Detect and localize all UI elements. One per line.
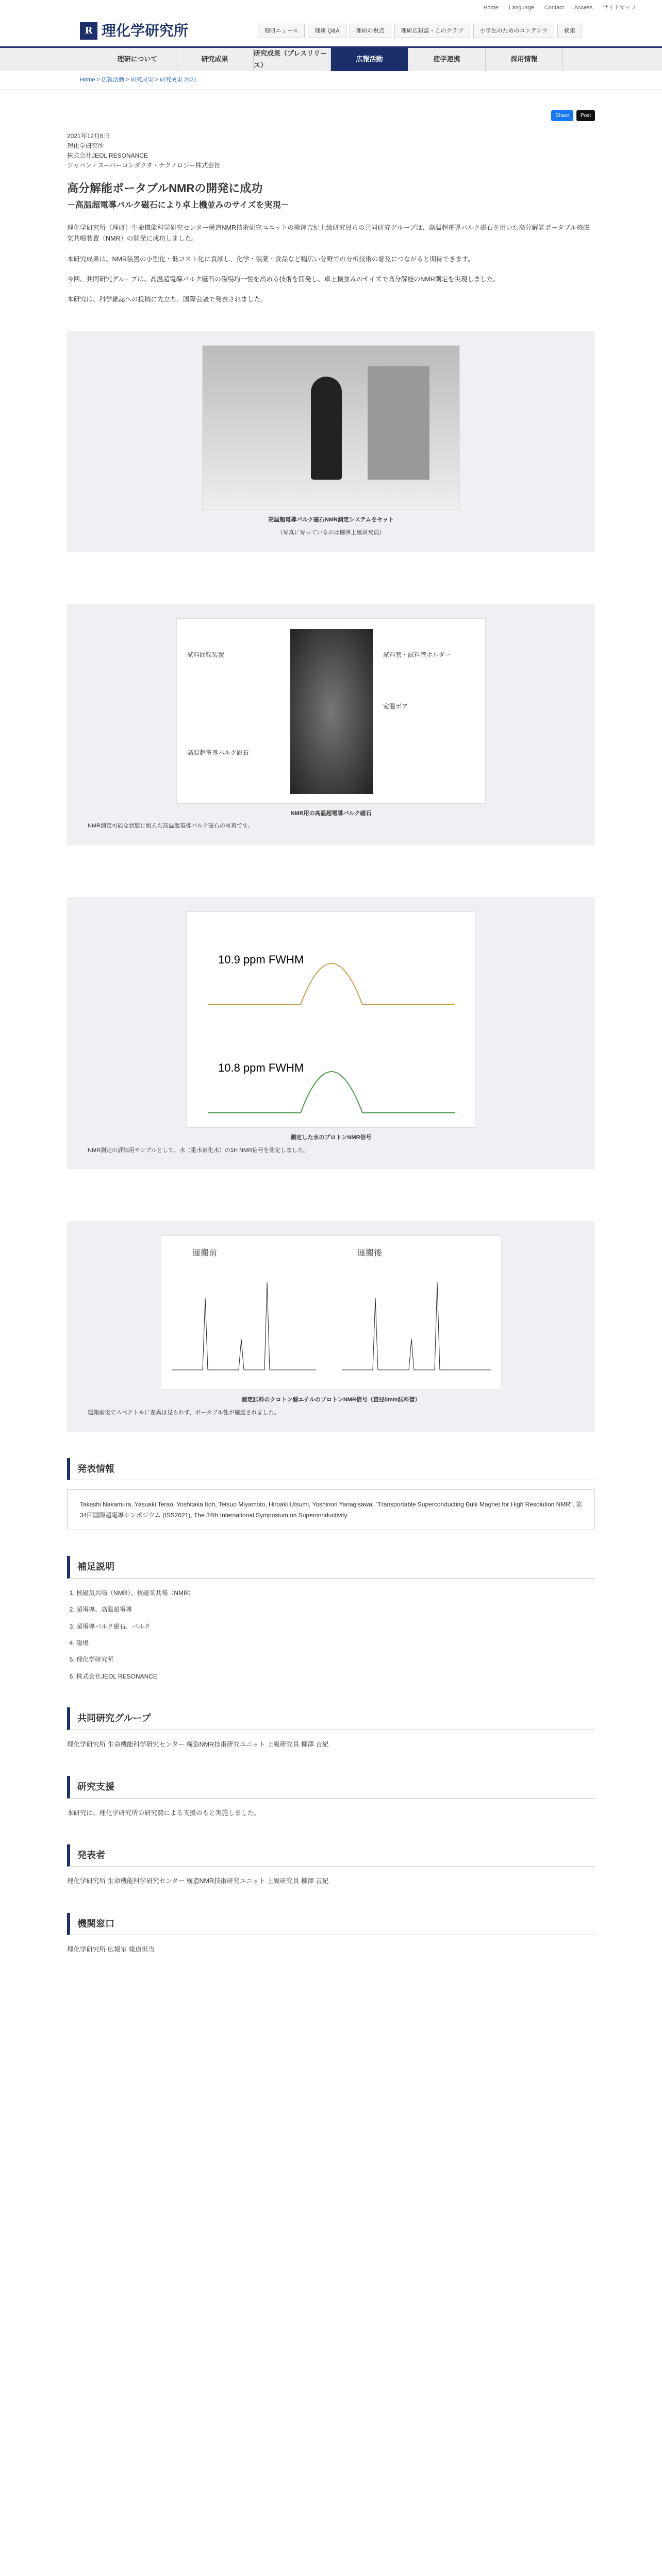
figure-caption: 測定試料のクロトン酸エチルのプロトンNMR信号（直径5mm試料管） [241, 1397, 421, 1403]
presenter-text: 理化学研究所 生命機能科学研究センター 構造NMR技術研究ユニット 上級研究員 柳澤 吉紀 [67, 1877, 329, 1885]
notes-list [67, 1588, 595, 1682]
publication-info: Takashi Nakamura, Yasuaki Terao, Yoshitaka Itoh, Tetsuo Miyamoto, Hiroaki Utsumi, Yoshinori Yanagisawa, "Transportable Superconducting Bulk Magnet for High Resolution NMR", 第34回国際超電導シンポジウム (ISS2021), The 34th International Symposium on Superconductivity [67, 1489, 595, 1530]
section-heading: 発表者 [67, 1844, 595, 1867]
global-nav [0, 46, 662, 71]
nav-item[interactable]: 産学連携 [408, 48, 486, 71]
figure-label: 試料管・試料管ホルダー [383, 651, 451, 658]
org: 理化学研究所 [67, 142, 105, 149]
util-link[interactable]: Home [483, 5, 499, 11]
share-bar [67, 110, 595, 121]
fwhm-label: 10.9 ppm FWHM [218, 953, 304, 967]
bulk-magnet-photo [176, 618, 486, 804]
figure-desc: （写真に写っているのは柳澤上級研究員） [277, 529, 385, 536]
paragraph: 今回、共同研究グループは、高温超電導バルク磁石の磁場均一性を高める技術を開発し、卓上機並みのサイズで高分解能のNMR測定を実現しました。 [67, 275, 500, 283]
top-links [255, 24, 582, 39]
figure-desc: NMR測定の評価用サンプルとして、水（重水素化水）の1H NMR信号を測定しました。 [88, 1147, 309, 1154]
figure-caption: NMR用の高温超電導バルク磁石 [290, 810, 372, 817]
nav-item[interactable]: 研究成果（プレスリリース） [254, 48, 331, 71]
nav-item[interactable]: 採用情報 [486, 48, 563, 71]
note-item: 4. 磁場 [76, 1638, 595, 1648]
section-heading: 発表情報 [67, 1458, 595, 1481]
figure-label: 高温超電導バルク磁石 [187, 749, 249, 756]
top-link[interactable]: 理研 Q&A [308, 24, 346, 39]
spectrum-label: 運搬前 [192, 1249, 218, 1258]
x-share-button[interactable]: Post [576, 110, 595, 121]
paragraph: 本研究は、科学雑誌への投稿に先立ち、国際会議で発表されました。 [67, 296, 267, 303]
section-heading: 共同研究グループ [67, 1707, 595, 1730]
press-date: 2021年12月6日 [67, 132, 110, 140]
figure-1 [67, 331, 595, 552]
figure-desc: 運搬前後でスペクトルに差異は見られず、ポータブル性が確認されました。 [88, 1410, 280, 1416]
nav-item[interactable]: 理研について [99, 48, 176, 71]
note-item: 5. 理化学研究所 [76, 1654, 595, 1665]
section-heading: 研究支援 [67, 1776, 595, 1799]
press-meta [67, 131, 595, 171]
section-heading: 補足説明 [67, 1556, 595, 1579]
paragraph: 本研究成果は、NMR装置の小型化・低コスト化に貢献し、化学・製薬・食品など幅広い分野での分析技術の普及につながると期待できます。 [67, 255, 474, 263]
top-link[interactable]: 理研広報誌・このクラブ [394, 24, 470, 39]
group-text: 理化学研究所 生命機能科学研究センター 構造NMR技術研究ユニット 上級研究員 柳澤 吉紀 [67, 1740, 329, 1748]
util-link[interactable]: サイトマップ [603, 5, 636, 11]
figure-label: 試料回転装置 [187, 651, 225, 658]
spectrum-label: 運搬後 [357, 1249, 383, 1258]
figure-caption: 測定した水のプロトンNMR信号 [290, 1134, 372, 1141]
figure-label: 室温ボア [383, 702, 408, 710]
nav-item-active[interactable]: 広報活動 [331, 48, 408, 71]
contact-text[interactable]: 理化学研究所 広報室 報道担当 [67, 1946, 155, 1954]
note-item: 6. 株式会社JEOL RESONANCE [76, 1671, 595, 1682]
top-link[interactable]: 理研の視点 [350, 24, 391, 39]
breadcrumb[interactable]: Home > 広報活動 > 研究成果 > 研究成果 2021 [0, 71, 662, 90]
main-content [67, 90, 595, 1956]
search-button[interactable]: 検索 [557, 24, 582, 39]
top-link[interactable]: 小学生のためのコンテンツ [473, 24, 554, 39]
note-item: 2. 超電導、高温超電導 [76, 1604, 595, 1615]
nmr-lab-photo [202, 345, 460, 510]
facebook-share-button[interactable]: Share [551, 110, 573, 121]
util-link[interactable]: Access [574, 5, 593, 11]
org: 株式会社JEOL RESONANCE [67, 152, 148, 160]
riken-logo-icon: R [80, 22, 97, 40]
nav-item[interactable]: 研究成果 [176, 48, 254, 71]
site-title: 理化学研究所 [102, 22, 189, 40]
note-item: 1. 核磁気共鳴（NMR）、核磁気共鳴（NMR） [76, 1588, 595, 1598]
utility-bar [0, 0, 662, 15]
figure-4 [67, 1221, 595, 1432]
nmr-signal-svg [187, 912, 475, 1128]
util-link[interactable]: Language [508, 5, 534, 11]
util-link[interactable]: Contact [544, 5, 564, 11]
section-heading: 機関窓口 [67, 1913, 595, 1936]
page-title: 高分解能ポータブルNMRの開発に成功 [67, 182, 263, 195]
figure-3 [67, 897, 595, 1170]
note-item: 3. 超電導バルク磁石、バルク [76, 1621, 595, 1632]
figure-caption: 高温超電導バルク磁石NMR測定システムをセット [268, 517, 394, 523]
site-logo[interactable] [80, 19, 188, 43]
top-link[interactable]: 理研ニュース [258, 24, 305, 39]
site-header [0, 15, 662, 46]
fwhm-label: 10.8 ppm FWHM [218, 1061, 304, 1075]
org: ジャパン・スーパーコンダクタ・テクノロジー株式会社 [67, 162, 221, 170]
page-subtitle: －高温超電導バルク磁石により卓上機並みのサイズを実現－ [67, 200, 289, 210]
spectrum-chart [161, 1235, 501, 1390]
paragraph: 理化学研究所（理研）生命機能科学研究センター構造NMR技術研究ユニットの柳澤吉紀上級研究員らの共同研究グループは、高温超電導バルク磁石を用いた高分解能ポータブル核磁気共鳴装置（NMR）の開発に成功しました。 [67, 224, 590, 243]
nmr-signal-chart [187, 911, 475, 1128]
figure-2 [67, 604, 595, 845]
figure-desc: NMR測定可能な状態に組んだ高温超電導バルク磁石の写真です。 [88, 823, 253, 829]
support-text: 本研究は、理化学研究所の研究費による支援のもと実施しました。 [67, 1809, 261, 1817]
